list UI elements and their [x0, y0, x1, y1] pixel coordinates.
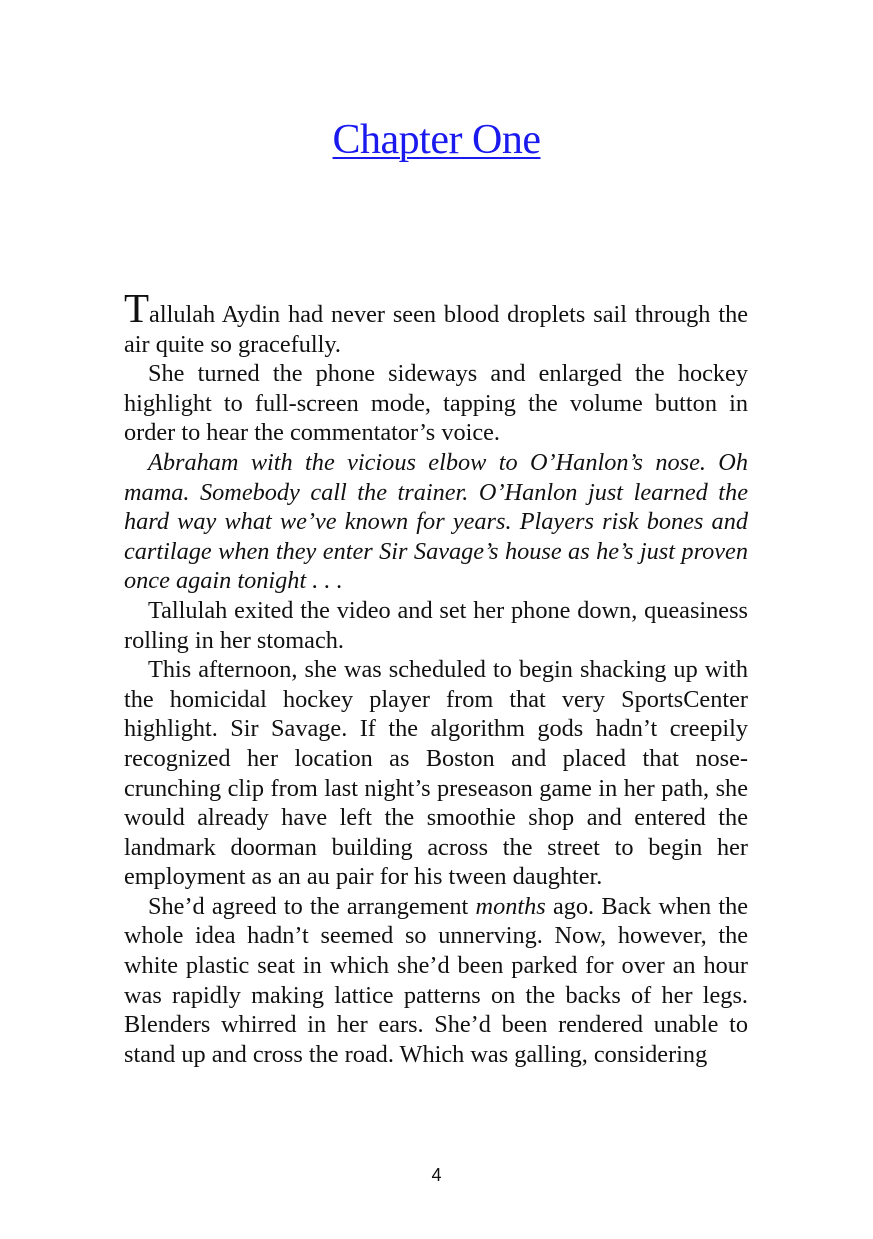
paragraph-5: This afternoon, she was scheduled to begin shacking up with the homicidal hockey player from that very SportsCenter highlight. Sir Savage. If the algorithm gods hadn’t creepily recognized her location as Boston and placed that nose-crunching clip from last night’s preseason game in her path, she would already have left the smoothie shop and entered the landmark doorman building across the street to begin her employment as an au pair for his tween daughter. — [124, 656, 748, 891]
chapter-heading — [0, 112, 873, 168]
paragraph-6-after: ago. Back when the whole idea hadn’t seemed so unnerving. Now, however, the white plastic seat in which she’d been parked for over an hour was rapidly making lattice patterns on the backs of her legs. Blenders whirred in her ears. She’d been rendered unable to stand up and cross the road. Which was galling, considering — [124, 892, 749, 1068]
paragraph-1 — [124, 285, 748, 359]
paragraph-1-text: allulah Aydin had never seen blood droplets sail through the air quite so gracefully. — [124, 301, 748, 358]
drop-cap-letter: T — [124, 285, 150, 331]
chapter-body — [124, 285, 749, 1069]
paragraph-6-emphasis: months — [475, 892, 546, 920]
paragraph-3-commentary — [124, 448, 748, 596]
paragraph-6-before: She’d agreed to the arrangement — [148, 892, 476, 920]
page-number: 4 — [431, 1165, 442, 1185]
chapter-title-link[interactable]: Chapter One — [332, 117, 541, 163]
paragraph-6 — [124, 892, 748, 1070]
paragraph-4: Tallulah exited the video and set her phone down, queasiness rolling in her stomach. — [124, 596, 748, 654]
paragraph-2: She turned the phone sideways and enlarged the hockey highlight to full-screen mode, tapping the volume button in order to hear the commentator’s voice. — [124, 360, 748, 447]
paragraph-3-italic-text: Abraham with the vicious elbow to O’Hanlon’s nose. Oh mama. Somebody call the trainer. O’Hanlon just learned the hard way what we’ve known for years. Players risk bones and cartilage when they enter Sir Savage’s house as he’s just proven once again tonight . . . — [124, 448, 748, 595]
